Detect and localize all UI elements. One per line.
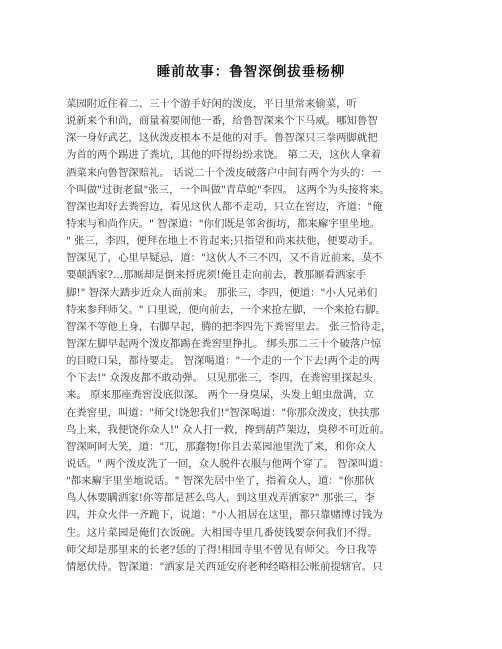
story-line: 四，并众火伴一齐跪下，说道："小人祖居在这里，都只靠赌博讨钱为 [66,509,383,522]
story-line: " 张三，李四，便拜在地上不肯起来;只指望和尚来扶他，便要动手。 [66,235,379,248]
story-line: 鸟上来，我便饶你众人!" 众人打一救，搀到葫芦架边，臭秽不可近前。 [66,423,390,436]
story-line: 师父却是那里来的长老?恁的了得!相国寺里不曾见有师父。今日我等 [66,543,378,556]
story-line: 说新来个和尚，商量着要闹他一番，给鲁智深来个下马威。哪知鲁智 [66,115,378,128]
document-title: 睡前故事：鲁智深倒拔垂杨柳 [156,64,346,80]
story-line: 智深见了，心里早疑忌，道："这伙人不三不四，又不肯近前来，莫不 [66,252,383,265]
story-line: 智深不等他上身，右脚早起，腾的把李四先下粪窖里去。 张三恰待走， [66,320,392,333]
story-line: 要颠洒家?...那厮却是倒来捋虎须!俺且走向前去，教那厮看洒家手 [66,269,367,282]
story-line: 个叫做"过街老鼠"张三，一个叫做"青草蛇"李四。 这两个为头接将来。 [66,183,390,196]
story-line: "都来廨宇里坐地说话。" 智深先居中坐了，指着众人，道："你那伙 [66,475,375,488]
story-body [66,96,438,576]
story-line: 深一身好武艺，这伙泼皮根本不是他的对手。鲁智深只三拳两脚就把 [66,132,378,145]
story-line: 智深呵呵大笑，道："兀，那蠢物!你且去菜园池里洗了来，和你众人 [66,440,377,453]
story-line: 脚!" 智深大踏步近众人面前来。 那张三，李四，便道："小人兄弟们 [66,286,378,299]
story-line: 为首的两个踢进了粪坑，其他的吓得纷纷求饶。 第二天，这伙人拿着 [66,149,382,162]
story-line: 情愿伏侍。智深道："洒家是关西延安府老种经略相公帐前提辖官。只 [66,560,383,573]
story-line: 特来参拜师父。" 口里说，便向前去，一个来抢左脚，一个来抢右脚。 [66,303,386,316]
story-line: 在粪窖里，叫道："师父!饶恕我们!"智深喝道："你那众泼皮，快扶那 [66,406,380,419]
story-line: 来。 原来那座粪窖没底似深。 两个一身臭屎，头发上蛆虫盘满，立 [66,389,374,402]
story-line: 说话。" 两个泼皮洗了一回，众人脱件衣服与他两个穿了。 智深叫道： [66,457,390,470]
story-line: 智深左脚早起两个泼皮都踢在粪窖里挣扎。 绑头那二三十个破落户惊 [66,337,382,350]
story-line: 菜园附近住着二、三十个游手好闲的泼皮，平日里常来偷菜，听 [66,98,357,110]
story-line: 生。这片菜园是俺们衣饭碗。大相国寺里几番使钱要奈何我们不得。 [66,526,378,539]
story-line: 鸟人休要瞒洒家!你等都是甚么鸟人，到这里戏弄洒家?" 那张三，李 [66,492,375,505]
story-line: 酒菜来向鲁智深赔礼。 话说二十个泼皮破落户中间有两个为头的：一 [66,166,382,179]
story-line: 个下去!" 众泼皮都不敢动弹。 只见那张三，李四，在粪窖里探起头 [66,372,373,385]
story-line: 的目瞪口呆，都待要走。 智深喝道："一个走的一个下去!两个走的两 [66,355,380,368]
story-line: 特来与和尚作庆。" 智深道："你们既是邻舍街坊，都来廨宇里坐地。 [66,217,381,230]
story-line: 智深也却好去粪窖边，看见这伙人都不走动，只立在窖边，齐道："俺 [66,200,383,213]
